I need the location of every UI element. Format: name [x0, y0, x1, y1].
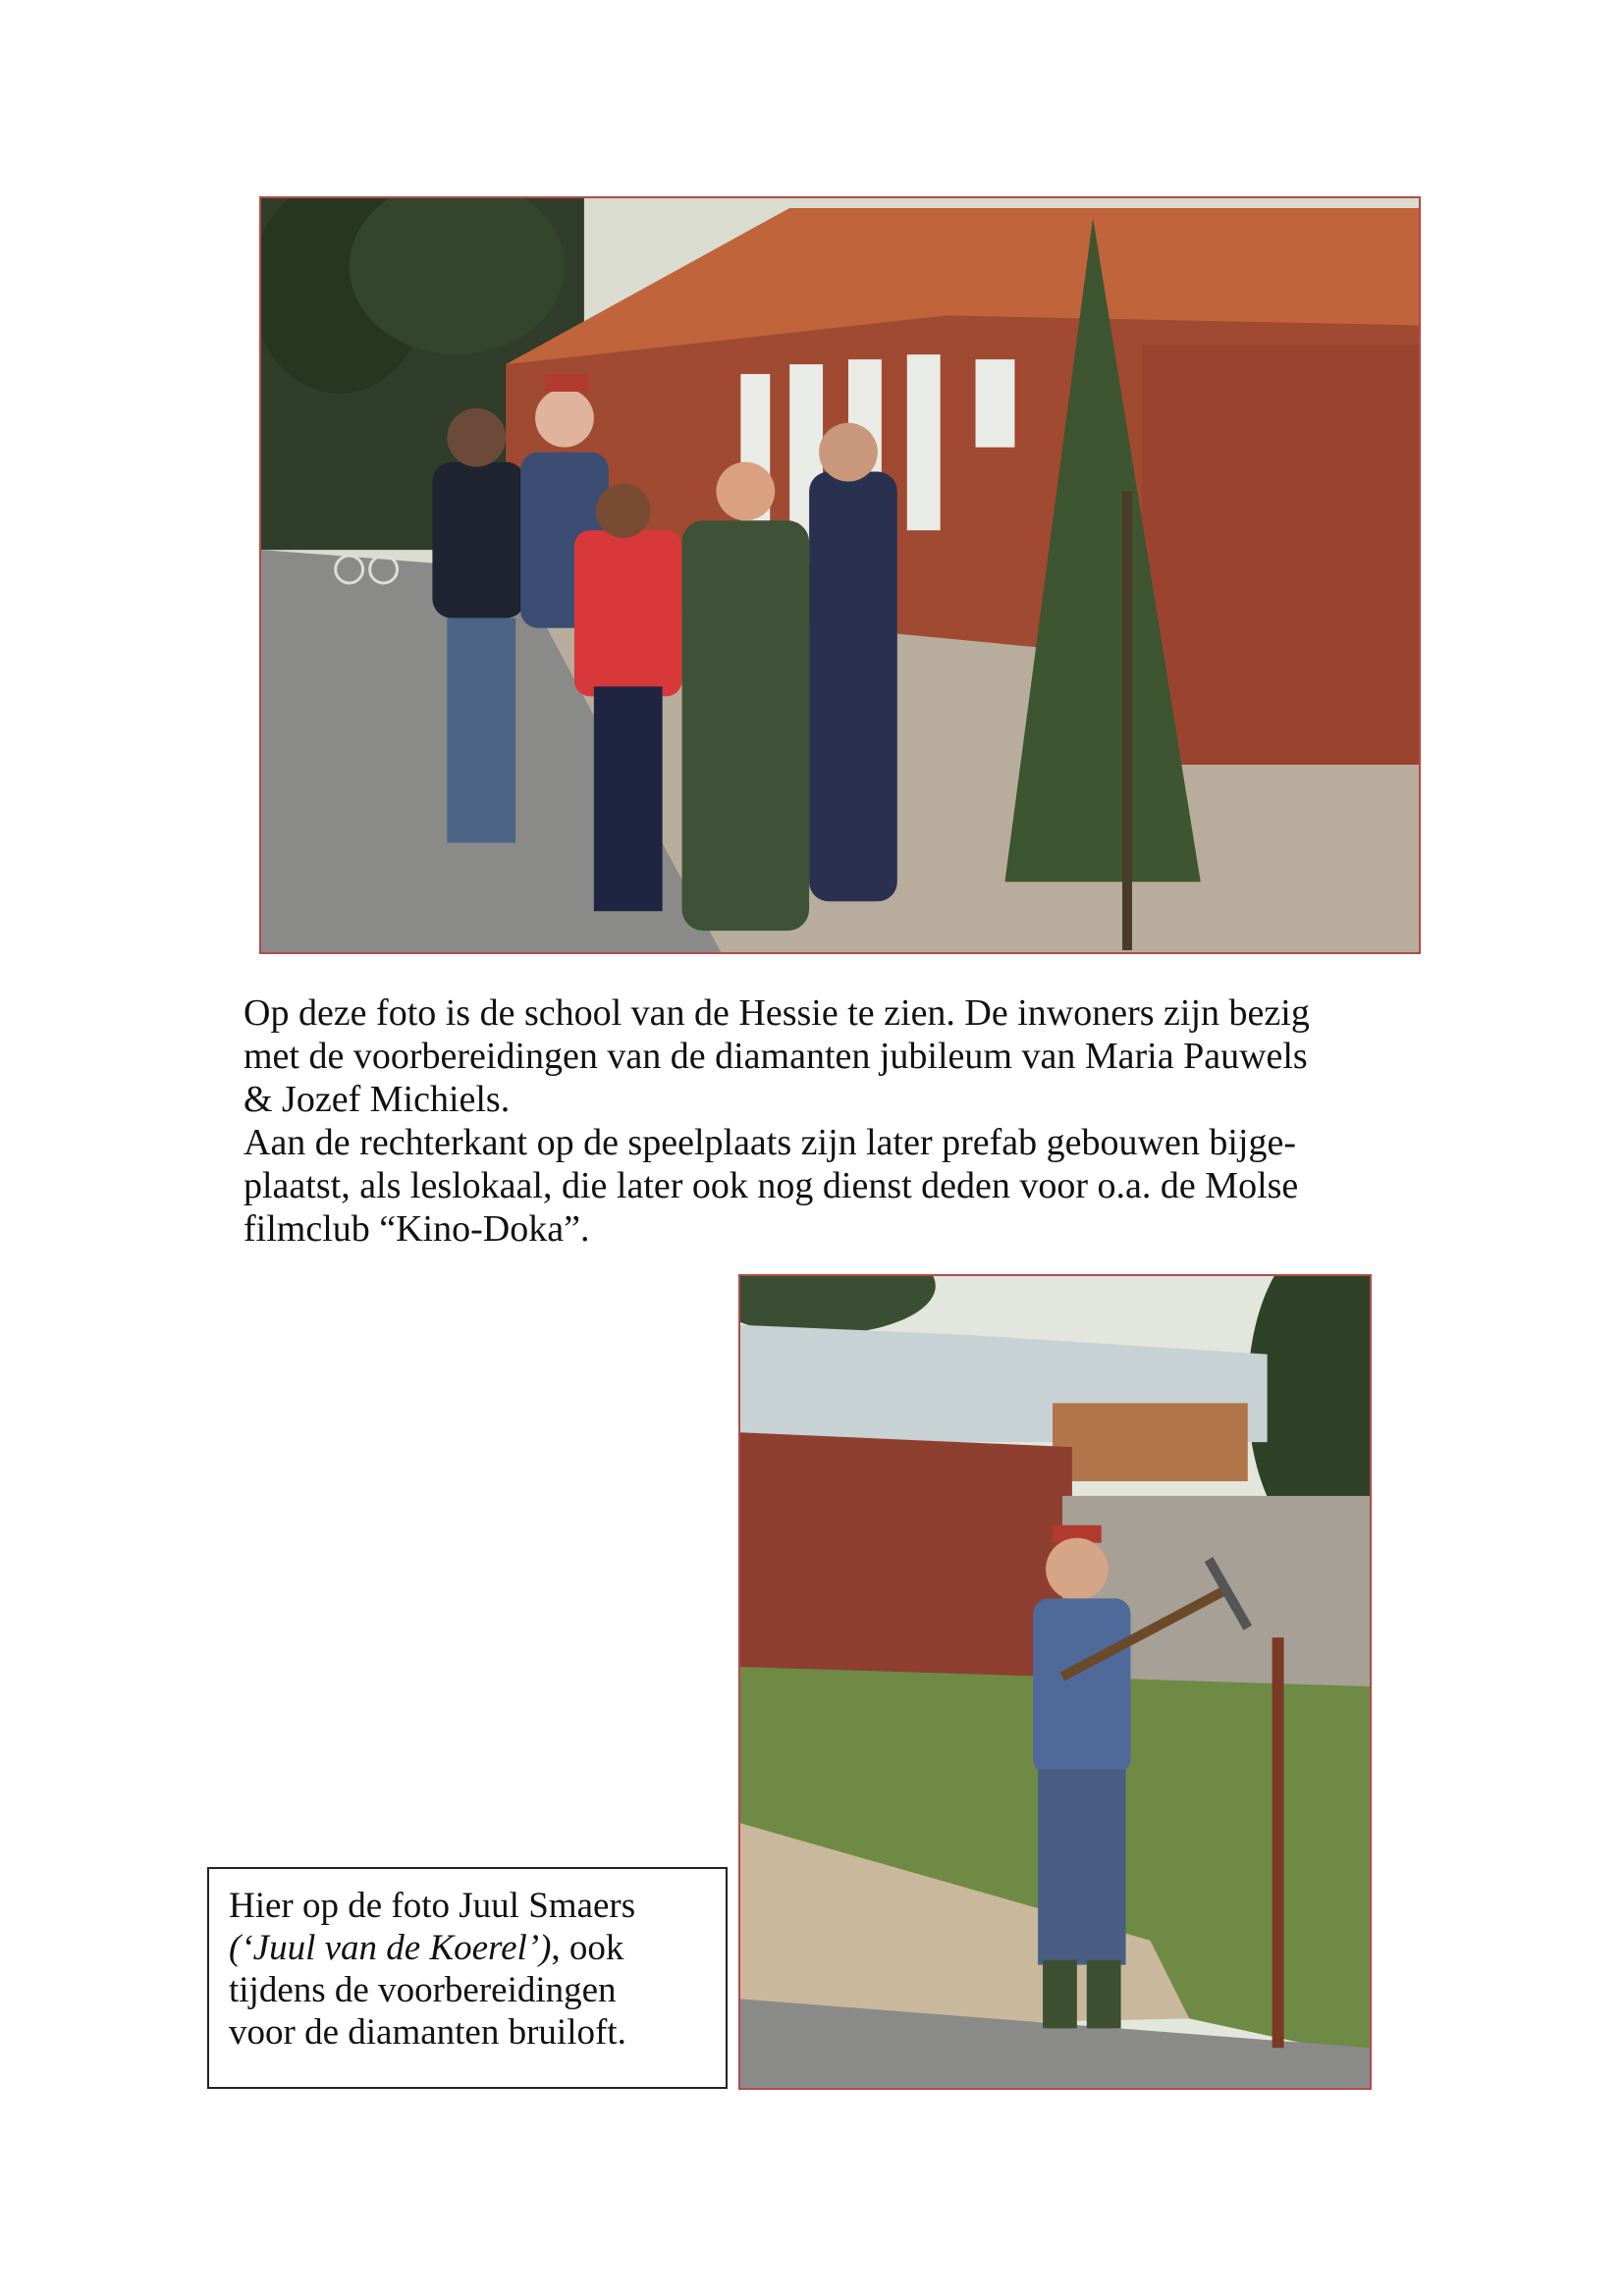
description-line: filmclub “Kino-Doka”.: [244, 1208, 590, 1250]
caption-line: tijdens de voorbereidingen: [229, 1970, 617, 2010]
description-line: plaatst, als leslokaal, die later ook nog dienst deden voor o.a. de Molse: [244, 1165, 1299, 1206]
caption-nickname: (‘Juul van de Koerel’): [229, 1928, 552, 1968]
caption-line-rest: , ook: [551, 1928, 624, 1968]
juul-smaers-photo: [738, 1274, 1372, 2090]
description-line: Op deze foto is de school van de Hessie te zien. De inwoners zijn bezig: [244, 992, 1310, 1034]
caption-line: voor de diamanten bruiloft.: [229, 2012, 626, 2053]
photo-caption-box: [207, 1867, 728, 2089]
description-line: & Jozef Michiels.: [244, 1079, 511, 1120]
school-photo: [259, 196, 1421, 954]
description-line: Aan de rechterkant op de speelplaats zijn later prefab gebouwen bijge-: [244, 1122, 1296, 1163]
caption-line: Hier op de foto Juul Smaers: [229, 1886, 636, 1926]
caption-line: [229, 1927, 726, 1969]
photo-description: [244, 991, 1451, 1251]
description-line: met de voorbereidingen van de diamanten jubileum van Maria Pauwels: [244, 1036, 1308, 1077]
